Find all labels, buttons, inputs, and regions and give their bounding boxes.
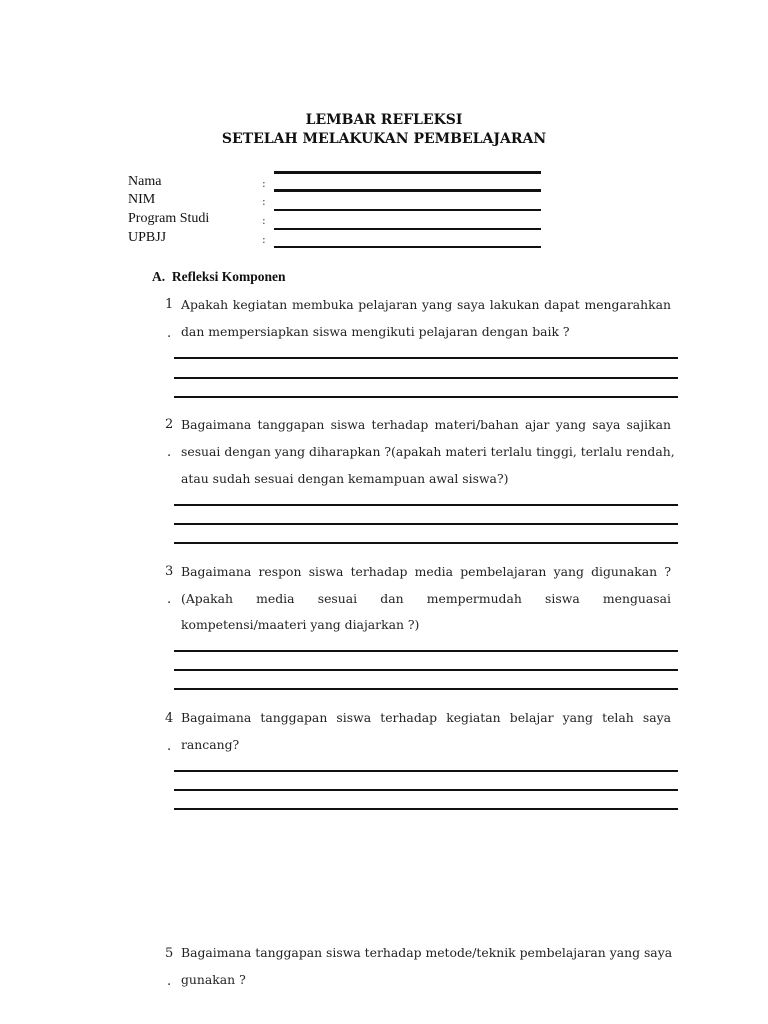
question-dot: . — [167, 445, 172, 460]
answer-line[interactable] — [174, 688, 678, 690]
section-heading: A. Refleksi Komponen — [152, 269, 286, 284]
answer-line[interactable] — [174, 650, 678, 652]
answer-line[interactable] — [174, 542, 678, 544]
question-number: 4 — [165, 711, 174, 726]
question-text-line: Bagaimana tanggapan siswa terhadap materi/bahan ajar yang saya sajikan — [181, 417, 671, 432]
question-text-line: Bagaimana respon siswa terhadap media pembelajaran yang digunakan ? — [181, 564, 671, 579]
field-label-nama: Nama — [128, 174, 162, 189]
question-text-line: Apakah kegiatan membuka pelajaran yang saya lakukan dapat mengarahkan — [181, 297, 671, 312]
question-number: 2 — [165, 417, 174, 432]
line-top — [274, 171, 541, 174]
field-colon: : — [262, 214, 266, 227]
document-subtitle: SETELAH MELAKUKAN PEMBELAJARAN — [221, 131, 547, 147]
question-number: 1 — [165, 297, 174, 312]
question-text-line: dan mempersiapkan siswa mengikuti pelajaran dengan baik ? — [181, 324, 570, 339]
answer-line[interactable] — [174, 669, 678, 671]
answer-line[interactable] — [174, 770, 678, 772]
answer-line[interactable] — [174, 396, 678, 398]
nama-field[interactable] — [274, 189, 541, 192]
field-colon: : — [262, 233, 266, 246]
document-title: LEMBAR REFLEKSI — [305, 112, 463, 128]
question-number: 5 — [165, 946, 174, 961]
question-dot: . — [167, 739, 172, 754]
question-text-line: Bagaimana tanggapan siswa terhadap kegiatan belajar yang telah saya — [181, 710, 671, 725]
question-dot: . — [167, 974, 172, 989]
answer-line[interactable] — [174, 504, 678, 506]
question-text-line: gunakan ? — [181, 972, 246, 987]
answer-line[interactable] — [174, 357, 678, 359]
answer-line[interactable] — [174, 789, 678, 791]
question-text-line: kompetensi/maateri yang diajarkan ?) — [181, 617, 420, 632]
field-label-program-studi: Program Studi — [128, 211, 210, 226]
field-label-nim: NIM — [128, 192, 156, 207]
question-dot: . — [167, 326, 172, 341]
answer-line[interactable] — [174, 808, 678, 810]
question-text-line: atau sudah sesuai dengan kemampuan awal siswa?) — [181, 471, 509, 486]
question-dot: . — [167, 592, 172, 607]
question-number: 3 — [165, 564, 174, 579]
program-studi-field[interactable] — [274, 228, 541, 230]
question-text-line: (Apakah media sesuai dan mempermudah siswa menguasai — [181, 591, 671, 606]
answer-line[interactable] — [174, 523, 678, 525]
nim-field[interactable] — [274, 209, 541, 211]
field-label-upbjj: UPBJJ — [128, 230, 167, 245]
field-colon: : — [262, 177, 266, 190]
question-text-line: rancang? — [181, 737, 240, 752]
answer-line[interactable] — [174, 377, 678, 379]
field-colon: : — [262, 195, 266, 208]
question-text-line: sesuai dengan yang diharapkan ?(apakah materi terlalu tinggi, terlalu rendah, — [181, 444, 675, 459]
upbjj-field[interactable] — [274, 246, 541, 248]
question-text-line: Bagaimana tanggapan siswa terhadap metode/teknik pembelajaran yang saya — [181, 945, 673, 960]
